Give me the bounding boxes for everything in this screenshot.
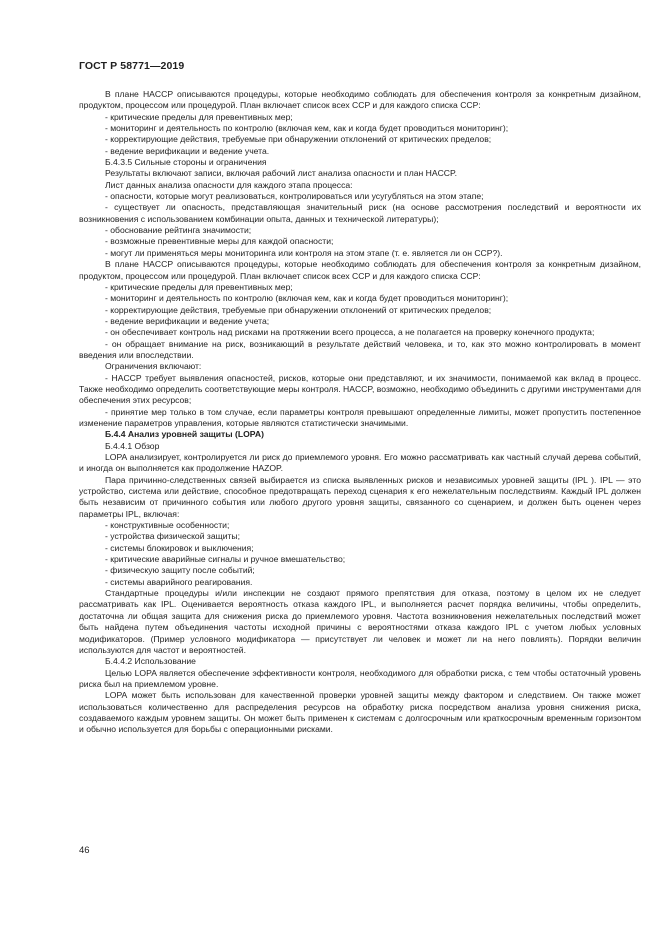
paragraph: - критические аварийные сигналы и ручное вмешательство; [105, 554, 346, 565]
paragraph: - он обращает внимание на риск, возникающий в результате действий человека, и то, как это можно контролировать в момент введения или впоследствии. [79, 338, 641, 360]
paragraph: Лист данных анализа опасности для каждого этапа процесса: [105, 179, 353, 190]
paragraph: - критические пределы для превентивных мер; [105, 111, 293, 122]
paragraph: LOPA может быть использован для качественной проверки уровней защиты между фактором и следствием. Он также может использоваться количественно для распределения ресурсов на обработку риска посредством анализа уровня снижения риска, создаваемого каждым уровнем защиты. Он может быть применен к системам с долгосрочным или краткосрочным временным горизонтом и обычно используется для борьбы с операционными рисками. [79, 690, 641, 735]
paragraph: - принятие мер только в том случае, если параметры контроля превышают определенные лимиты, может пропустить постепенное изменение параметров управления, которые являются статистически значимыми. [79, 406, 641, 428]
paragraph: - системы блокировок и выключения; [105, 542, 254, 553]
paragraph: - критические пределы для превентивных мер; [105, 281, 293, 292]
paragraph: Стандартные процедуры и/или инспекции не создают прямого препятствия для отказа, поэтому в целом их не следует рассматривать как IPL. Оценивается вероятность отказа каждого IPL, и выполняется расчет порядка величины, чтобы определить, достаточна ли общая защита для снижения риска до приемлемого уровня. Частота возникновения нежелательных последствий может быть найдена путем объединения частоты исходной причины с вероятностями отказа каждого IPL с учетом любых условных модификаторов. (Пример условного модификатора — присутствует ли человек и может ли на него повлиять). Порядки величин используются для частот и вероятностей. [79, 588, 641, 655]
paragraph: - ведение верификации и ведение учета. [105, 145, 270, 156]
paragraph: Б.4.3.5 Сильные стороны и ограничения [105, 157, 267, 168]
body-text [79, 89, 641, 736]
paragraph: - системы аварийного реагирования. [105, 576, 253, 587]
paragraph: Пара причинно-следственных связей выбирается из списка выявленных рисков и независимых уровней защиты (IPL ). IPL — это устройство, система или действие, способное предотвращать переход сценария к его нежелательным последствиям. Каждый IPL должен быть независим от причинного события или любого другого уровня защиты, связанного со сценарием, и должен быть оценен через параметры IPL, включая: [79, 474, 641, 519]
paragraph: - устройства физической защиты; [105, 531, 240, 542]
paragraph: - опасности, которые могут реализоваться, контролироваться или усугубляться на этом этапе; [105, 191, 484, 202]
paragraph: - обоснование рейтинга значимости; [105, 225, 252, 236]
section-heading: Б.4.4 Анализ уровней защиты (LOPA) [105, 429, 264, 440]
paragraph: - HACCP требует выявления опасностей, рисков, которые они представляют, и их значимости, понимаемой как вклад в процесс. Также необходимо определить соответствующие меры контроля. HACCP, возможно, необходимо объединить с другими инструментами для обеспечения этих ресурсов; [79, 372, 641, 406]
paragraph: - мониторинг и деятельность по контролю (включая кем, как и когда будет проводиться мониторинг); [105, 123, 509, 134]
page-number: 46 [79, 845, 90, 856]
paragraph: Результаты включают записи, включая рабочий лист анализа опасности и план HACCP. [105, 168, 457, 179]
paragraph: Ограничения включают: [105, 361, 202, 372]
paragraph: - конструктивные особенности; [105, 520, 230, 531]
paragraph: - корректирующие действия, требуемые при обнаружении отклонений от критических пределов; [105, 304, 492, 315]
paragraph: - мониторинг и деятельность по контролю (включая кем, как и когда будет проводиться мониторинг); [105, 293, 509, 304]
standard-header: ГОСТ Р 58771—2019 [79, 60, 185, 72]
paragraph: - ведение верификации и ведение учета; [105, 315, 270, 326]
paragraph: - возможные превентивные меры для каждой опасности; [105, 236, 334, 247]
paragraph: - физическую защиту после событий; [105, 565, 255, 576]
paragraph: - могут ли применяться меры мониторинга или контроля на этом этапе (т. е. является ли он CCP?). [105, 247, 503, 258]
paragraph: В плане HACCP описываются процедуры, которые необходимо соблюдать для обеспечения контроля за конкретным дизайном, продуктом, процессом или процедурой. План включает список всех CCP и для каждого списка CCP: [79, 89, 641, 111]
paragraph: LOPA анализирует, контролируется ли риск до приемлемого уровня. Его можно рассматривать как частный случай дерева событий, и иногда он выполняется как продолжение HAZOP. [79, 452, 641, 474]
paragraph: - существует ли опасность, представляющая значительный риск (на основе рассмотрения последствий и вероятности их возникновения с использованием комбинации опыта, данных и технической литературы); [79, 202, 641, 224]
paragraph: - корректирующие действия, требуемые при обнаружении отклонений от критических пределов; [105, 134, 492, 145]
paragraph: Целью LOPA является обеспечение эффективности контроля, необходимого для обработки риска, с тем чтобы остаточный уровень риска был на приемлемом уровне. [79, 667, 641, 689]
paragraph: - он обеспечивает контроль над рисками на протяжении всего процесса, а не полагается на проверку конечного продукта; [105, 327, 595, 338]
paragraph: Б.4.4.2 Использование [105, 656, 196, 667]
paragraph: Б.4.4.1 Обзор [105, 440, 160, 451]
paragraph: В плане HACCP описываются процедуры, которые необходимо соблюдать для обеспечения контроля за конкретным дизайном, продуктом, процессом или процедурой. План включает список всех CCP и для каждого списка CCP: [79, 259, 641, 281]
